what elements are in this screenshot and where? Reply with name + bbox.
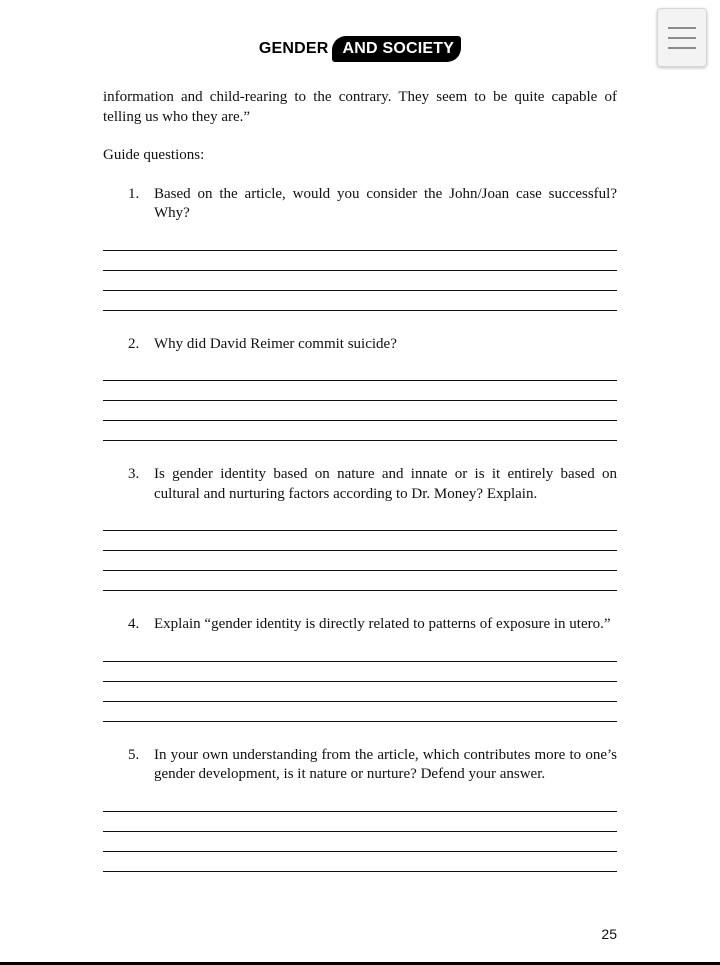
answer-lines[interactable]: [103, 511, 617, 591]
answer-lines[interactable]: [103, 231, 617, 311]
answer-line[interactable]: [103, 792, 617, 812]
answer-line[interactable]: [103, 551, 617, 571]
question-text: Is gender identity based on nature and innate or is it entirely based on cultural and nurturing factors according to Dr. Money? Explain.: [154, 466, 617, 502]
answer-line[interactable]: [103, 812, 617, 832]
answer-line[interactable]: [103, 291, 617, 311]
answer-line[interactable]: [103, 662, 617, 682]
guide-questions-label: Guide questions:: [103, 147, 205, 163]
answer-line[interactable]: [103, 401, 617, 421]
question-number: 3.: [128, 466, 140, 482]
answer-line[interactable]: [103, 702, 617, 722]
question-5: [103, 746, 617, 872]
question-text: Explain “gender identity is directly related to patterns of exposure in utero.”: [154, 616, 611, 632]
question-1: [103, 185, 617, 311]
question-text: In your own understanding from the article, which contributes more to one’s gender development, is it nature or nurture? Defend your answer.: [154, 746, 617, 782]
question-number: 5.: [128, 746, 140, 763]
question-3: [103, 465, 617, 591]
answer-line[interactable]: [103, 231, 617, 251]
answer-line[interactable]: [103, 571, 617, 591]
answer-line[interactable]: [103, 642, 617, 662]
answer-line[interactable]: [103, 381, 617, 401]
answer-line[interactable]: [103, 531, 617, 551]
question-4: [103, 615, 617, 722]
answer-lines[interactable]: [103, 361, 617, 441]
answer-lines[interactable]: [103, 642, 617, 722]
question-number: 4.: [128, 616, 140, 632]
question-text: Based on the article, would you consider the John/Joan case successful? Why?: [154, 185, 617, 221]
header-title-left: GENDER: [258, 40, 329, 57]
question-text: Why did David Reimer commit suicide?: [154, 335, 397, 352]
question-number: 1.: [128, 185, 140, 202]
answer-line[interactable]: [103, 511, 617, 531]
page-header: [0, 36, 720, 62]
answer-line[interactable]: [103, 421, 617, 441]
answer-line[interactable]: [103, 852, 617, 872]
hamburger-menu-icon: [668, 27, 696, 29]
answer-line[interactable]: [103, 361, 617, 381]
answer-line[interactable]: [103, 682, 617, 702]
intro-paragraph: information and child-rearing to the contrary. They seem to be quite capable of telling us who they are.”: [103, 89, 617, 125]
page-content: [103, 88, 617, 896]
answer-line[interactable]: [103, 271, 617, 291]
header-title-right: AND SOCIETY: [332, 36, 462, 62]
question-2: [103, 335, 617, 442]
answer-line[interactable]: [103, 251, 617, 271]
answer-line[interactable]: [103, 832, 617, 852]
question-number: 2.: [128, 335, 140, 352]
page-number: 25: [601, 926, 617, 942]
answer-lines[interactable]: [103, 792, 617, 872]
